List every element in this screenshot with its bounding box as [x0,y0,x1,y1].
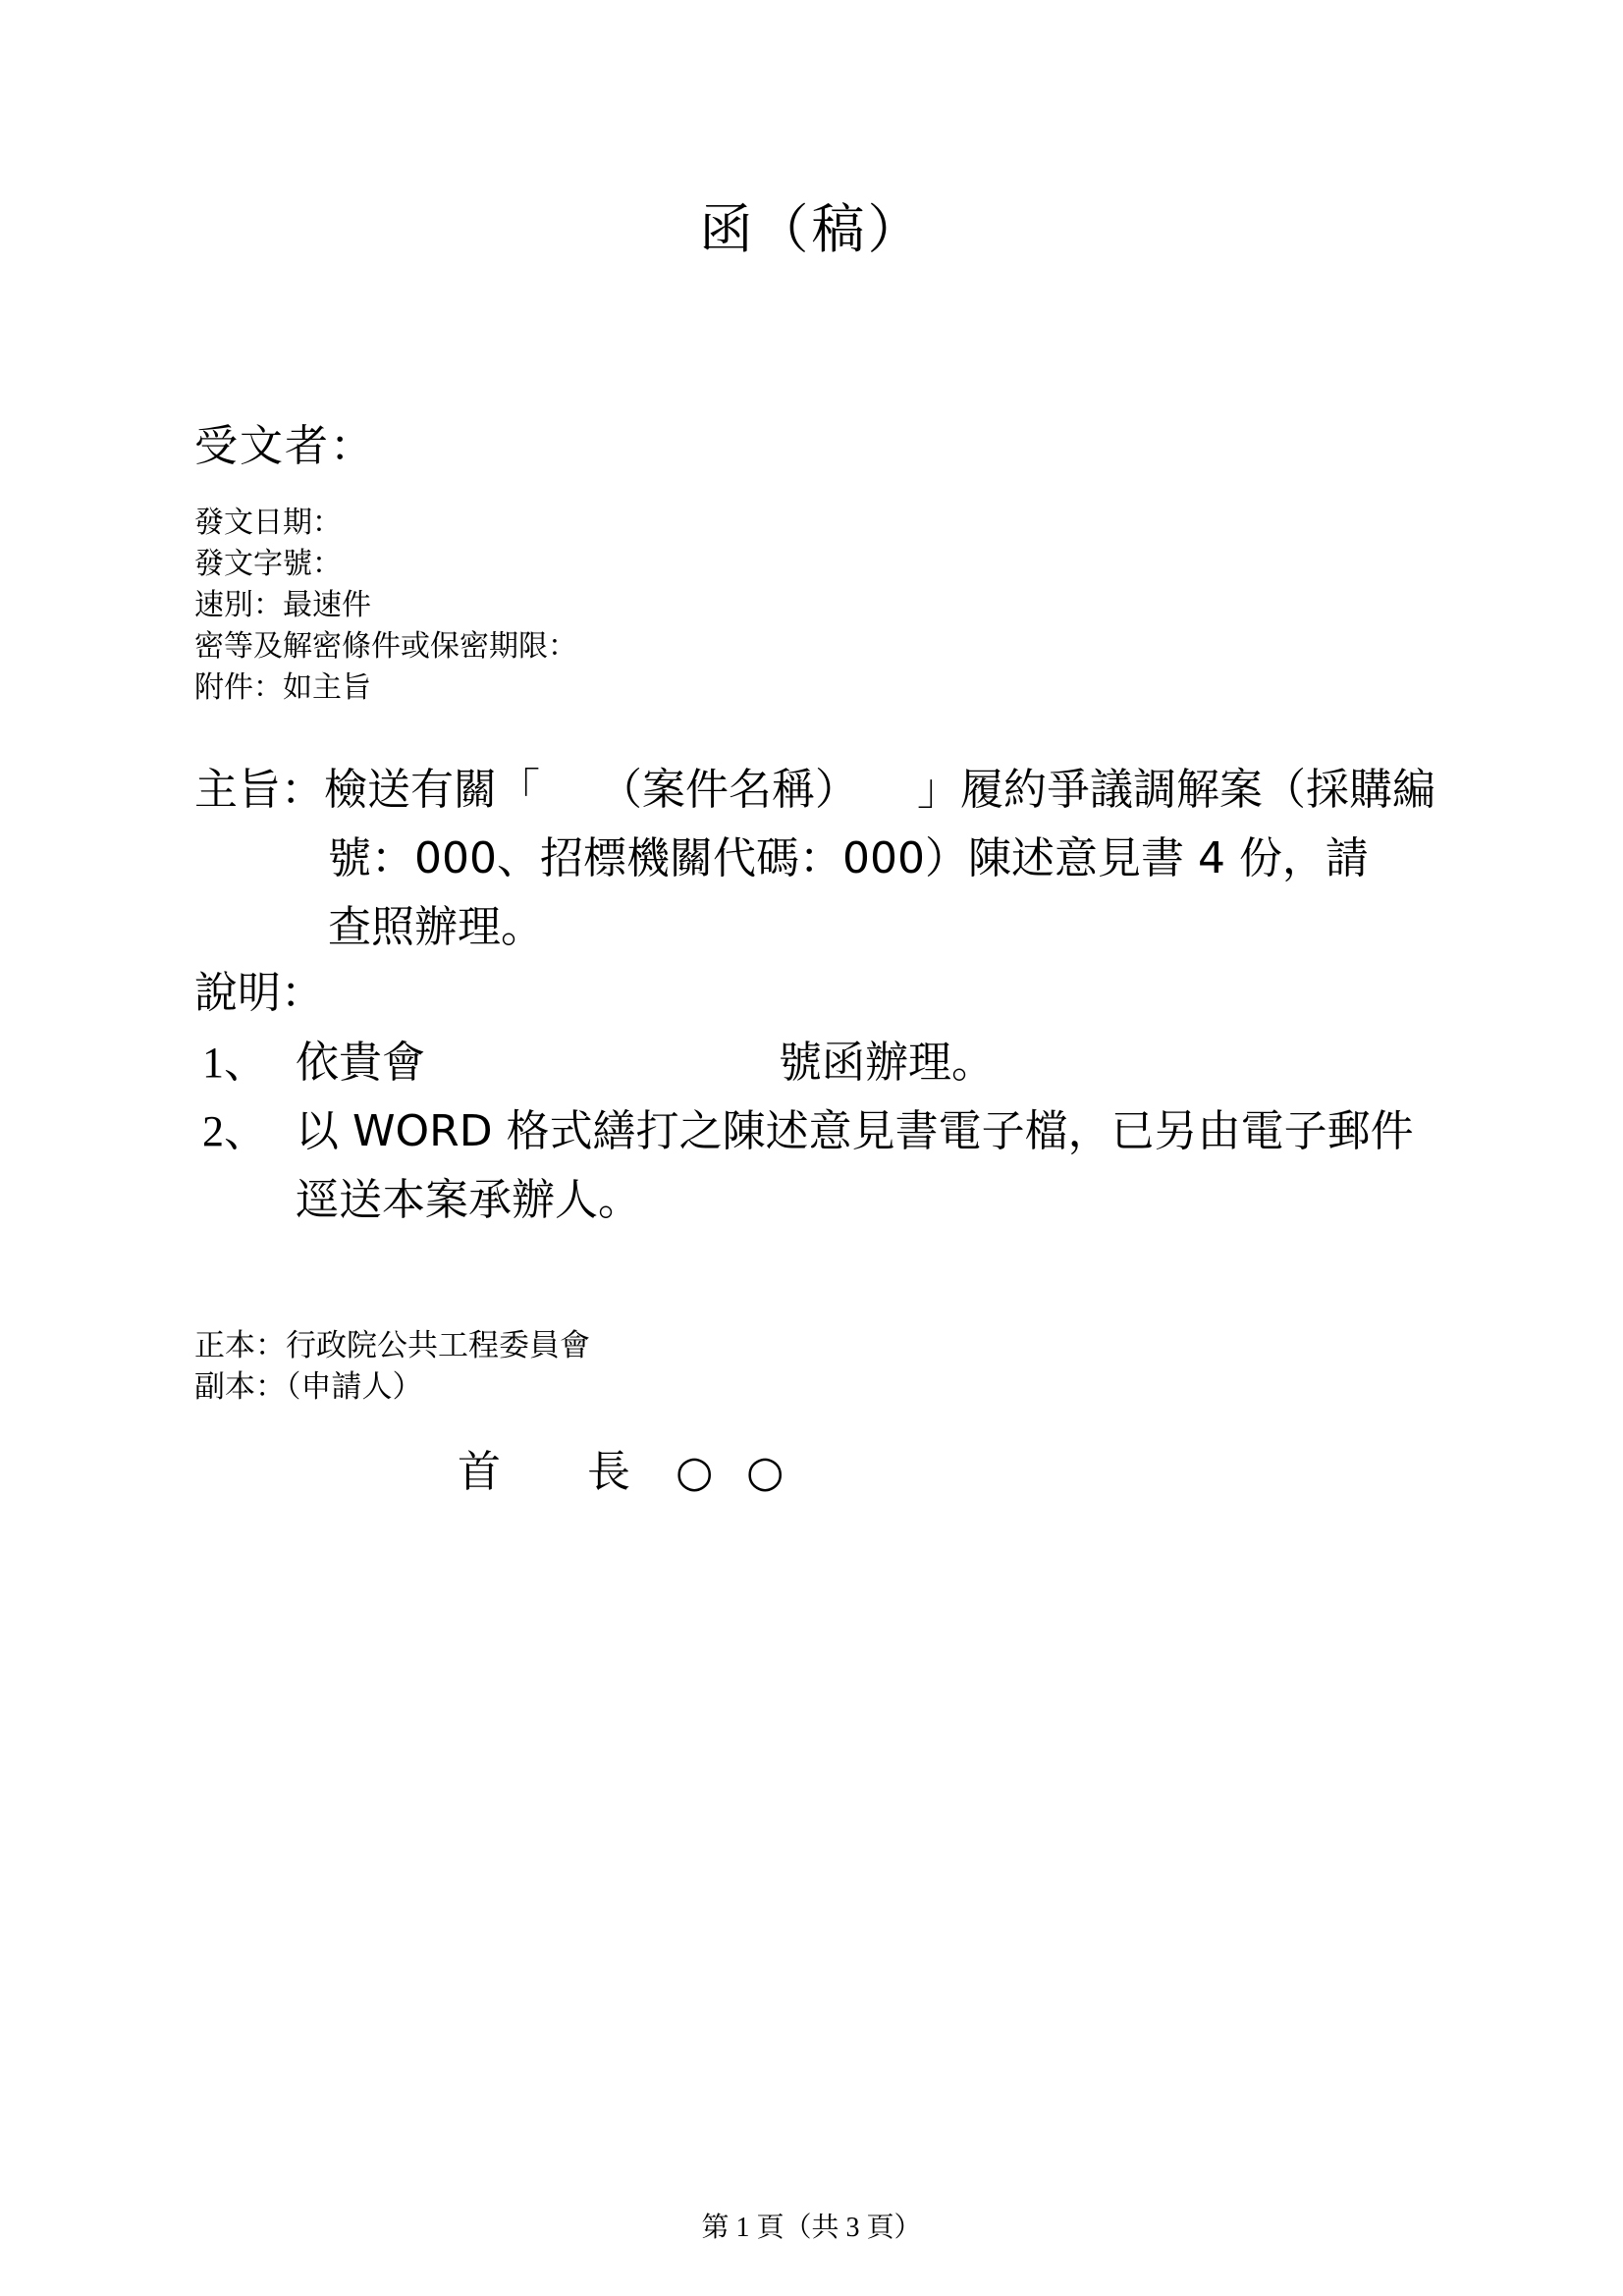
subject-line-1 [194,756,1435,825]
item-text: 依貴會 [296,1038,425,1088]
item-text-line-1: 以 WORD 格式繕打之陳述意見書電子檔，已另由電子郵件 [296,1106,1414,1156]
item-number: 2、 [202,1107,267,1155]
secrecy-label: 密等及解密條件或保密期限： [194,629,577,664]
explanation-label: 說明： [194,968,324,1018]
subject-section [194,756,1435,962]
head-signature [458,1441,784,1504]
copy-recipient: 副本：（申請人） [194,1369,423,1405]
issue-number-label: 發文字號： [194,547,342,581]
subject-line-2: 號：000、招標機關代碼：000）陳述意見書 4 份，請 [328,833,1369,883]
subject-line-3: 查照辦理。 [328,902,544,952]
subject-text-end: 」履約爭議調解案（採購編 [917,765,1435,815]
attachment-field: 附件：如主旨 [194,670,371,705]
head-char-1: 首 [458,1447,501,1497]
item-text-line-2: 逕送本案承辦人。 [296,1175,641,1225]
issue-date-label: 發文日期： [194,506,342,540]
subject-text-start: 檢送有關「 [324,765,540,815]
head-char-2: 長 [587,1447,630,1497]
explanation-item-2 [194,1097,1414,1235]
explanation-item-1 [194,1029,995,1097]
head-name-mark-1: ○ [676,1447,714,1497]
subject-label: 主旨： [194,765,324,815]
speed-field: 速別：最速件 [194,588,371,622]
item-number: 1、 [202,1039,267,1087]
item-text: 號函辦理。 [779,1038,995,1088]
document-title: 函（稿） [699,198,924,260]
recipient-label: 受文者： [194,421,375,471]
page-footer: 第 1 頁（共 3 頁） [701,2213,922,2243]
case-name-placeholder: （案件名稱） [599,765,858,815]
original-recipient: 正本：行政院公共工程委員會 [194,1328,590,1363]
head-name-mark-2: ○ [746,1447,784,1497]
